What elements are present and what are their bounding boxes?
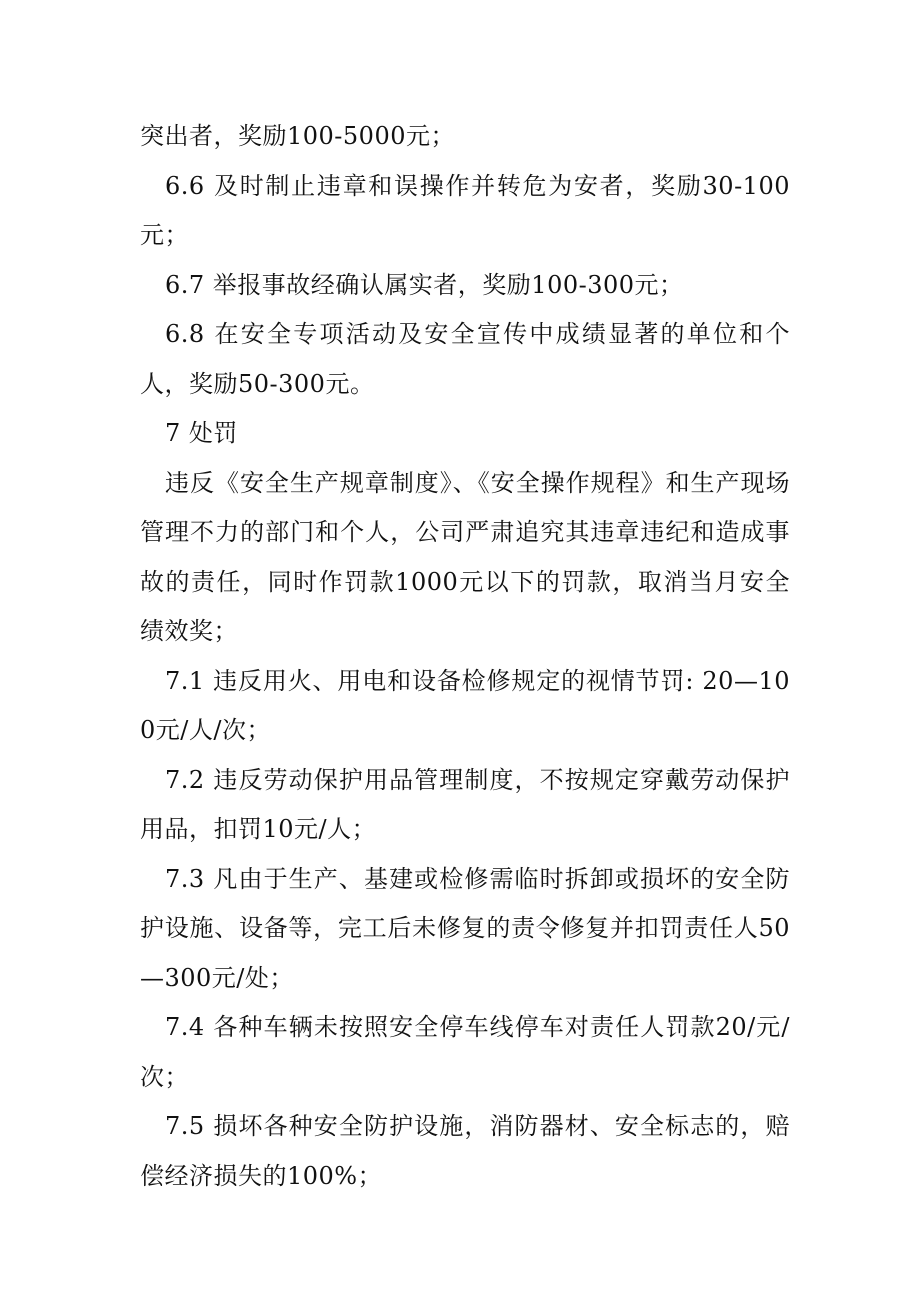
paragraph-item-6-7: 6.7 举报事故经确认属实者，奖励100-300元； xyxy=(165,270,684,299)
paragraph-item-7-5: 7.5 损坏各种安全防护设施，消防器材、安全标志的，赔偿经济损失的100%； xyxy=(140,1112,790,1190)
paragraph-item-6-6: 6.6 及时制止违章和误操作并转危为安者，奖励30-100元； xyxy=(140,171,790,249)
paragraph-item-7-2: 7.2 违反劳动保护用品管理制度，不按规定穿戴劳动保护用品，扣罚10元/人； xyxy=(140,765,790,843)
section-heading-penalty: 7 处罚 xyxy=(165,419,238,447)
paragraph-continuation: 突出者，奖励100-5000元； xyxy=(140,122,455,150)
paragraph-penalty-intro: 违反《安全生产规章制度》、《安全操作规程》和生产现场管理不力的部门和个人，公司严肃追究其违章违纪和造成事故的责任，同时作罚款1000元以下的罚款，取消当月安全绩效奖； xyxy=(140,468,790,645)
paragraph-item-7-1: 7.1 违反用火、用电和设备检修规定的视情节罚: 20—100元/人/次； xyxy=(140,666,790,744)
paragraph-item-7-3: 7.3 凡由于生产、基建或检修需临时拆卸或损坏的安全防护设施、设备等，完工后未修复的责令修复并扣罚责任人50—300元/处； xyxy=(140,864,790,992)
paragraph-item-6-8: 6.8 在安全专项活动及安全宣传中成绩显著的单位和个人，奖励50-300元。 xyxy=(140,320,790,398)
document-body xyxy=(140,112,790,1201)
paragraph-item-7-4: 7.4 各种车辆未按照安全停车线停车对责任人罚款20/元/次； xyxy=(140,1013,790,1091)
